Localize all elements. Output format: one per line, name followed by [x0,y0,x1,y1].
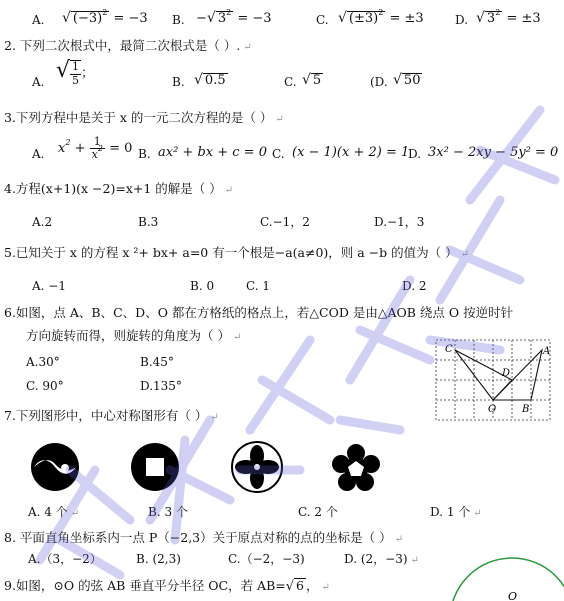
q1-option-a: A. [32,13,45,27]
q8-stem: 8. 平面直角坐标系内一点 P（−2,3）关于原点对称的点的坐标是（ ） ↵ [4,530,404,545]
label-c: C [445,344,453,355]
q7-figure-c [230,440,284,494]
q3-option-a-expr: $x^2$ + $\frac{1}{x^2}$ = 0 [58,135,133,162]
q7-figure-d [330,442,382,494]
q6-option-a: A.30° [26,355,60,369]
q2-option-b-expr: √ 0.5 [194,72,226,88]
q3-option-b-expr: ax² + bx + c = 0 [158,145,267,160]
q4-stem: 4.方程(x+1)(x −2)=x+1 的解是（ ） ↵ [4,181,234,196]
q9-stem: 9.如图，⊙O 的弦 AB 垂直平分半径 OC，若 AB=√ 6 ， ↵ [4,578,330,594]
q7-option-b: B. 3 个 [148,505,188,519]
q6-stem-line2: 方向旋转而得，则旋转的角度为（ ） ↵ [26,328,242,343]
q7-stem: 7.下列图形中，中心对称图形有（ ） ↵ [4,408,219,423]
q1-option-b-expr: −√ $3^2 = -3$ [196,8,272,26]
q7-option-c: C. 2 个 [298,505,338,519]
q4-option-d: D.−1，3 [374,215,425,229]
q2-option-b: B. [172,75,185,89]
q7-option-d: D. 1 个 ↵ [430,505,482,519]
q5-option-a: A. −1 [32,279,66,293]
q6-option-d: D.135° [140,379,182,393]
label-a: A [543,346,551,357]
q3-option-c: C. [272,147,285,161]
q2-option-c-expr: √ 5 [302,72,322,88]
q3-option-d-expr: 3x² − 2xy − 5y² = 0 [428,145,559,160]
q4-option-c: C.−1，2 [260,215,310,229]
q2-option-d: (D. [370,75,388,89]
q3-option-d: D. [408,147,422,161]
q9-circle-figure [452,548,564,601]
q3-option-c-expr: (x − 1)(x + 2) = 1 [292,145,410,160]
q6-option-b: B.45° [140,355,174,369]
q4-option-b: B.3 [138,215,159,229]
q1-option-c-expr: √ $(\pm 3)^2 = \pm 3$ [338,8,424,26]
q2-option-a-expr: √ $\frac{1}{5}$ ； [56,58,95,87]
q1-option-d-expr: √ $3^2 = \pm 3$ [476,8,541,26]
q6-grid-figure [432,336,556,422]
q3-option-b: B. [138,147,151,161]
q5-stem: 5.已知关于 x 的方程 x ²+ bx+ a=0 有一个根是−a(a≠0)，则 a −b 的值为（ ） ↵ [4,245,469,260]
q1-option-a-expr: √ $(-3)^2 = -3$ [62,8,148,26]
q5-option-d: D. 2 [402,279,427,293]
label-d: D [502,368,511,379]
q6-stem-line1: 6.如图，点 A、B、C、D、O 都在方格纸的格点上，若△COD 是由△AOB 绕点 O 按逆时针 [4,305,514,320]
q1-option-c: C. [316,13,329,27]
q7-figure-a [30,442,80,492]
q2-option-c: C. [284,75,297,89]
q3-stem: 3.下列方程中是关于 x 的一元二次方程的是（ ） ↵ [4,110,284,125]
q8-option-d: D. (2，−3) ↵ [344,552,419,566]
q2-option-d-expr: √ 50 [393,72,421,88]
q7-figure-b [130,442,180,492]
q8-option-b: B. (2,3) [136,552,181,566]
q8-option-c: C.（−2，−3) [228,552,305,566]
label-o: O [488,404,497,415]
q5-option-c: C. 1 [246,279,271,293]
q5-option-b: B. 0 [190,279,215,293]
q4-option-a: A.2 [32,215,53,229]
q3-option-a: A. [32,147,45,161]
label-o: O [508,590,518,601]
q7-option-a: A. 4 个 ↵ [28,505,80,519]
q2-option-a: A. [32,75,45,89]
label-b: B [522,404,530,415]
triangles [455,350,542,400]
q2-stem: 2. 下列二次根式中，最简二次根式是（ ）. ↵ [4,38,252,53]
q8-option-a: A.（3，−2） [28,552,102,566]
q1-option-b: B. [172,13,185,27]
q6-option-c: C. 90° [26,379,64,393]
q1-option-d: D. [455,13,469,27]
